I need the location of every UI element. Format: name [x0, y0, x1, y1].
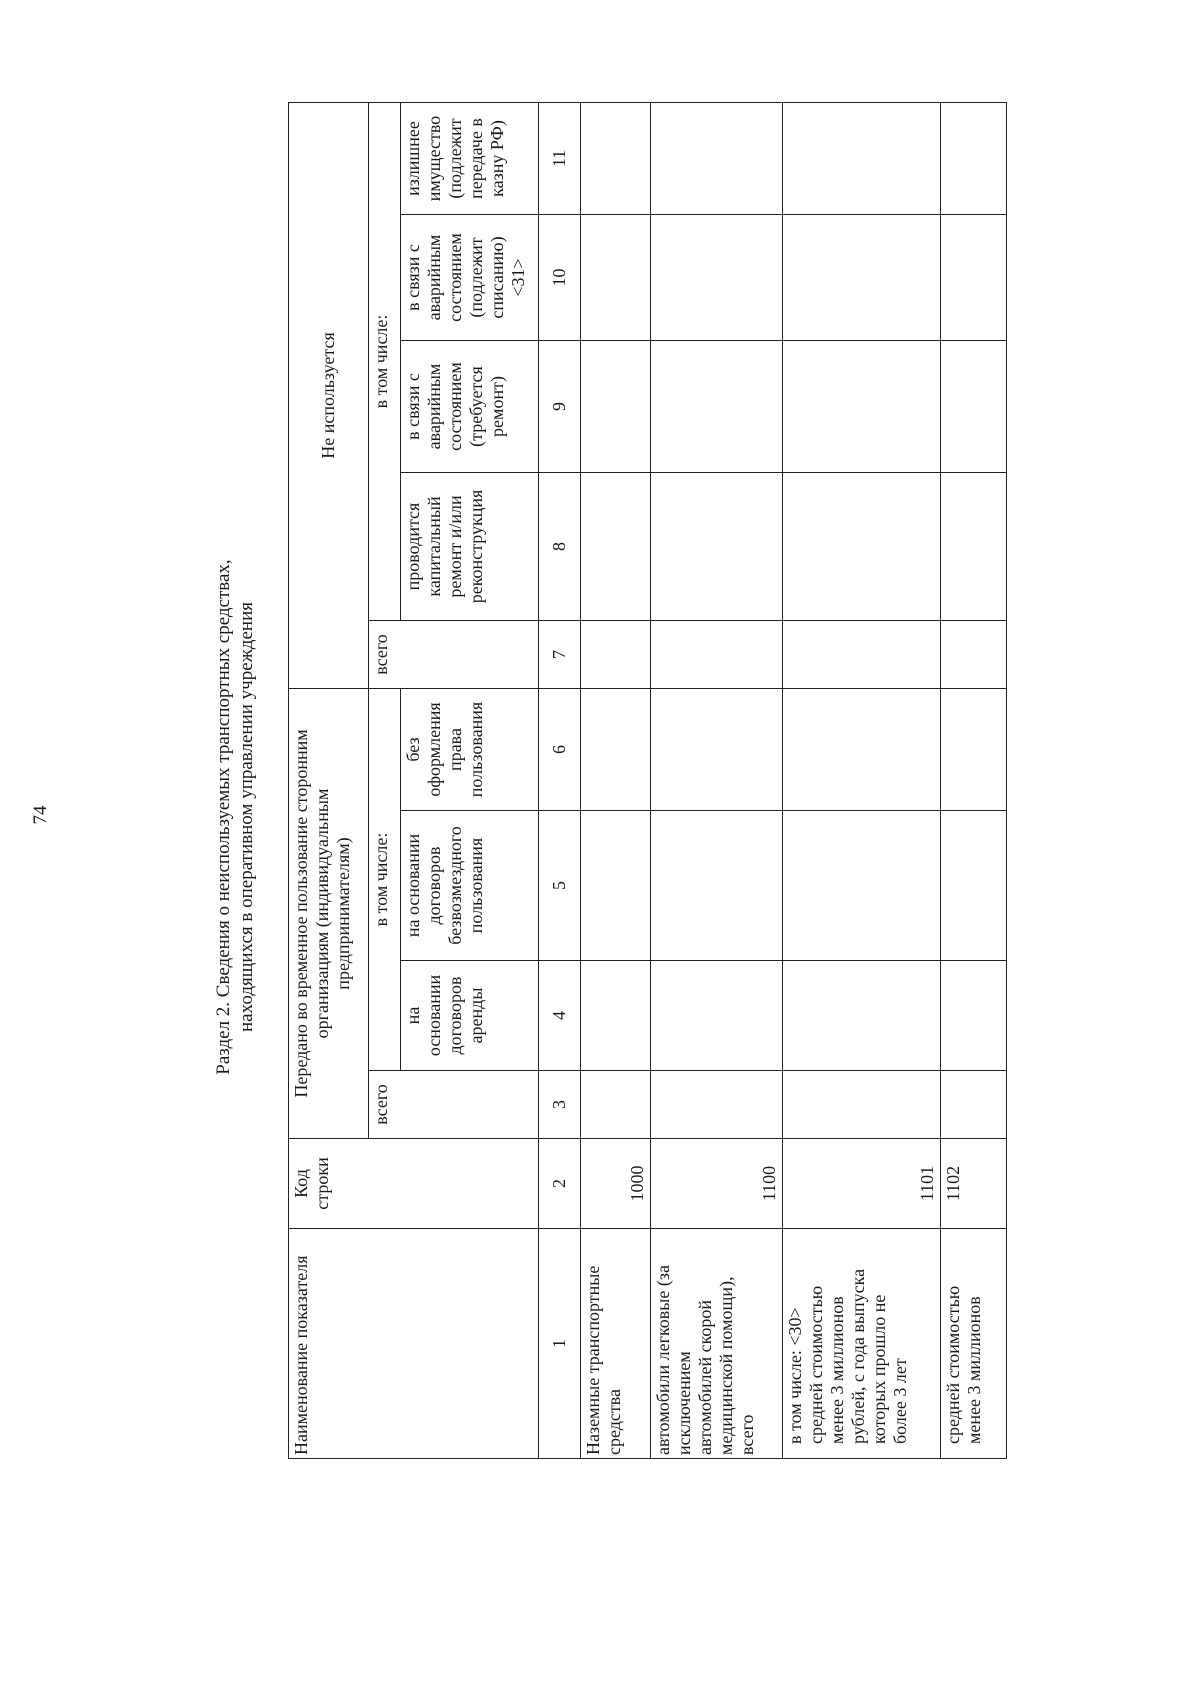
- header-transferred: Передано во временное пользование сторонним организациям (индивидуальным предпринимателям): [289, 689, 369, 1139]
- value-cell: [581, 621, 651, 689]
- header-no-rights: без оформления права пользования: [401, 689, 539, 811]
- header-not-used: Не используется: [289, 103, 369, 689]
- column-number: 6: [539, 689, 581, 811]
- header-emergency-writeoff: в связи с аварийным состоянием (подлежит списанию) <31>: [401, 215, 539, 341]
- value-cell: [941, 215, 1007, 341]
- table-row: [651, 103, 783, 1459]
- header-capital-repair: проводится капитальный ремонт и/или реконструкция: [401, 473, 539, 621]
- value-cell: [651, 215, 783, 341]
- header-not-used-including: в том числе:: [369, 103, 401, 621]
- table-row: [783, 103, 941, 1459]
- column-number: 9: [539, 341, 581, 473]
- value-cell: [651, 103, 783, 215]
- value-cell: [651, 473, 783, 621]
- value-cell: [783, 341, 941, 473]
- column-number: 8: [539, 473, 581, 621]
- header-transferred-total: всего: [369, 1071, 539, 1139]
- header-emergency-repair: в связи с аварийным состоянием (требуется ремонт): [401, 341, 539, 473]
- value-cell: [783, 215, 941, 341]
- header-free-use: на основании договоров безвозмездного пользования: [401, 811, 539, 961]
- value-cell: [581, 811, 651, 961]
- header-transferred-including: в том числе:: [369, 689, 401, 1071]
- value-cell: [941, 689, 1007, 811]
- column-number: 11: [539, 103, 581, 215]
- header-indicator-name: Наименование показателя: [289, 1229, 539, 1459]
- value-cell: [581, 215, 651, 341]
- value-cell: [783, 621, 941, 689]
- table-row: [941, 103, 1007, 1459]
- value-cell: [581, 961, 651, 1071]
- row-indicator-name: в том числе: <30> средней стоимостью менее 3 миллионов рублей, с года выпуска которых прошло не более 3 лет: [783, 1229, 941, 1459]
- column-number-row: [539, 103, 581, 1459]
- value-cell: [783, 811, 941, 961]
- report-table: [288, 102, 1007, 1459]
- value-cell: [651, 961, 783, 1071]
- value-cell: [783, 961, 941, 1071]
- value-cell: [783, 689, 941, 811]
- row-code: 1000: [581, 1139, 651, 1229]
- header-rent: на основании договоров аренды: [401, 961, 539, 1071]
- column-number: 5: [539, 811, 581, 961]
- value-cell: [941, 473, 1007, 621]
- row-indicator-name: автомобили легковые (за исключением автомобилей скорой медицинской помощи), всего: [651, 1229, 783, 1459]
- value-cell: [941, 341, 1007, 473]
- value-cell: [941, 103, 1007, 215]
- value-cell: [783, 473, 941, 621]
- value-cell: [783, 1071, 941, 1139]
- column-number: 7: [539, 621, 581, 689]
- value-cell: [783, 103, 941, 215]
- page-number: 74: [30, 805, 51, 825]
- value-cell: [941, 811, 1007, 961]
- header-row-code: Код строки: [289, 1139, 539, 1229]
- value-cell: [941, 621, 1007, 689]
- section-title: [212, 237, 258, 1397]
- header-not-used-total: всего: [369, 621, 539, 689]
- value-cell: [581, 473, 651, 621]
- value-cell: [651, 689, 783, 811]
- row-indicator-name: Наземные транспортные средства: [581, 1229, 651, 1459]
- section-title-line-2: находящихся в оперативном управлении учреждения: [236, 602, 257, 1032]
- value-cell: [651, 341, 783, 473]
- value-cell: [581, 689, 651, 811]
- value-cell: [581, 341, 651, 473]
- column-number: 4: [539, 961, 581, 1071]
- value-cell: [581, 103, 651, 215]
- value-cell: [941, 1071, 1007, 1139]
- value-cell: [941, 961, 1007, 1071]
- column-number: 3: [539, 1071, 581, 1139]
- row-code: 1100: [651, 1139, 783, 1229]
- table-row: [581, 103, 651, 1459]
- column-number: 2: [539, 1139, 581, 1229]
- value-cell: [651, 1071, 783, 1139]
- value-cell: [581, 1071, 651, 1139]
- header-row-1: [289, 103, 369, 1459]
- header-surplus: излишнее имущество (подлежит передаче в казну РФ): [401, 103, 539, 215]
- value-cell: [651, 621, 783, 689]
- column-number: 10: [539, 215, 581, 341]
- row-code: 1101: [783, 1139, 941, 1229]
- section-title-line-1: Раздел 2. Сведения о неиспользуемых транспортных средствах,: [213, 559, 234, 1075]
- value-cell: [651, 811, 783, 961]
- column-number: 1: [539, 1229, 581, 1459]
- row-indicator-name: средней стоимостью менее 3 миллионов: [941, 1229, 1007, 1459]
- row-code: 1102: [941, 1139, 1007, 1229]
